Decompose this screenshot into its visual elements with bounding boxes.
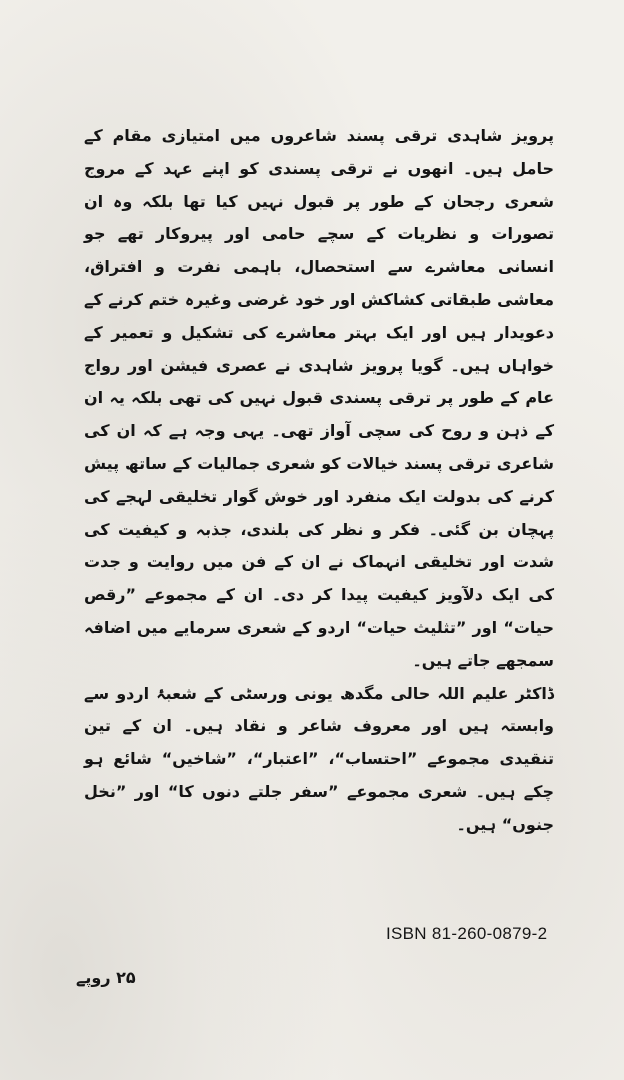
paragraph-editor-intro: ڈاکٹر علیم اللہ حالی مگدھ یونی ورسٹی کے شعبۂ اردو سے وابستہ ہیں اور معروف شاعر و نقاد ہیں۔ ان کے تین تنقیدی مجموعے ”احتساب“، ”اعتبار“، ”شاخیں“ شائع ہو چکے ہیں۔ شعری مجموعے ”سفر جلتے دنوں کا“ اور ”نخل جنوں“ ہیں۔ <box>84 683 554 834</box>
isbn-number: ISBN 81-260-0879-2 <box>386 924 548 943</box>
price-label: ۲۵ روپے <box>76 968 136 987</box>
description-text <box>84 120 554 842</box>
paragraph-author-intro: پرویز شاہدی ترقی پسند شاعروں میں امتیازی مقام کے حامل ہیں۔ انھوں نے ترقی پسندی کو اپنے عہد کے مروج شعری رجحان کے طور پر قبول نہیں کیا تھا بلکہ وہ ان تصورات و نظریات کے سچے حامی اور پیروکار تھے جو انسانی معاشرے سے استحصال، باہمی نفرت و افتراق، معاشی طبقاتی کشاکش اور خود غرضی وغیرہ ختم کرنے کے دعویدار ہیں اور ایک بہتر معاشرے کی تشکیل و تعمیر کے خواہاں ہیں۔ گویا پرویز شاہدی نے عصری فیشن اور رواج عام کے طور پر ترقی پسندی قبول نہیں کی تھی بلکہ یہ ان کے ذہن و روح کی سچی آواز تھی۔ یہی وجہ ہے کہ ان کی شاعری ترقی پسند خیالات کو شعری جمالیات کے ساتھ پیش کرنے کی بدولت ایک منفرد اور خوش گوار تخلیقی لہجے کی پہچان بن گئی۔ فکر و نظر کی بلندی، جذبہ و کیفیت کی شدت اور تخلیقی انہماک نے ان کے فن میں روایت و جدت کی ایک دلآویز کیفیت پیدا کر دی۔ ان کے مجموعے ”رقص حیات“ اور ”تثلیث حیات“ اردو کے شعری سرمایے میں اضافہ سمجھے جاتے ہیں۔ <box>84 126 554 670</box>
